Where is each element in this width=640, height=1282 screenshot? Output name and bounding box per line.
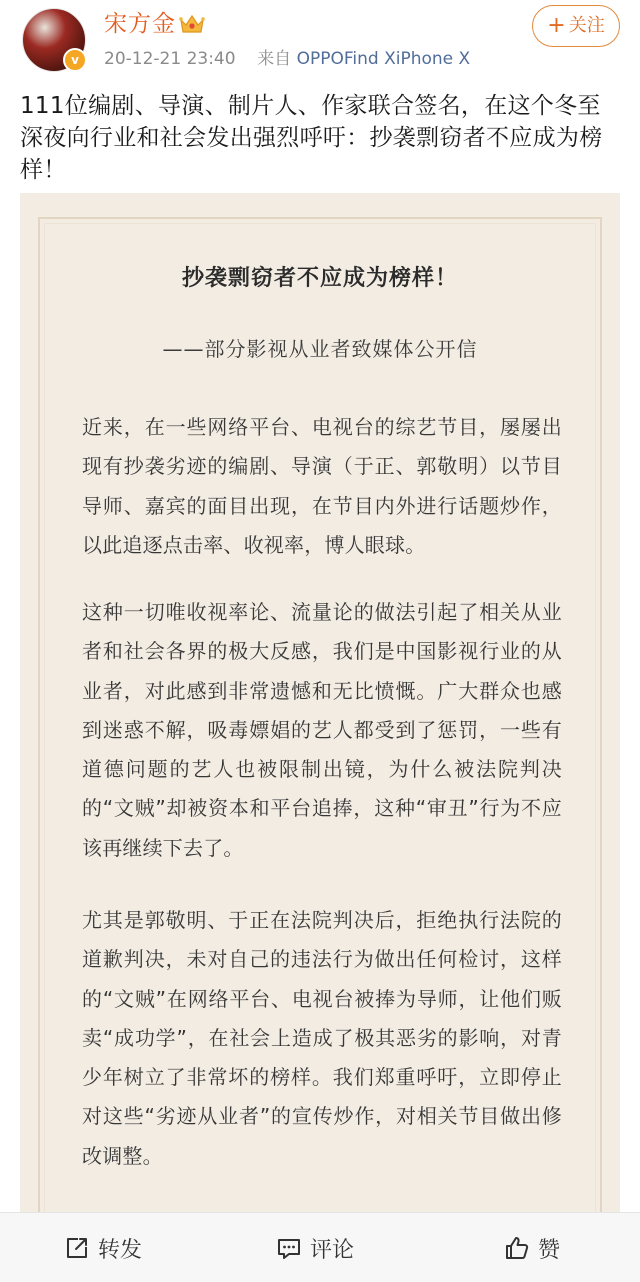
follow-label: 关注 [568,15,605,36]
post-timestamp: 20-12-21 23:40 [104,49,236,69]
action-bar [0,1212,640,1282]
plus-icon: + [547,13,566,38]
letter-paragraph: 这种一切唯收视率论、流量论的做法引起了相关从业者和社会各界的极大反感，我们是中国影视行业的从业者，对此感到非常遗憾和无比愤慨。广大群众也感到迷惑不解，吸毒嫖娼的艺人都受到了惩罚，一些有道德问题的艺人也被限制出镜，为什么被法院判决的“文贼”却被资本和平台追捧，这种“审丑”行为不应该再继续下去了。 [82,600,562,860]
like-label: 赞 [538,1237,561,1263]
comment-button[interactable] [276,1213,354,1282]
letter-title: 抄袭剽窃者不应成为榜样！ [181,266,458,291]
crown-icon [178,13,206,35]
letter-paragraph: 近来，在一些网络平台、电视台的综艺节目，屡屡出现有抄袭劣迹的编剧、导演（于正、郭敬明）以节目导师、嘉宾的面目出现，在节目内外进行话题炒作，以此追逐点击率、收视率，博人眼球。 [82,415,562,557]
repost-label: 转发 [98,1237,143,1263]
like-icon [504,1235,530,1261]
repost-button[interactable] [64,1213,142,1282]
post-image-letter[interactable] [20,193,620,1213]
letter-paragraph: 尤其是郭敬明、于正在法院判决后，拒绝执行法院的道歉判决，未对自己的违法行为做出任何检讨，这样的“文贼”在网络平台、电视台被捧为导师，让他们贩卖“成功学”，在社会上造成了极其恶劣的影响，对青少年树立了非常坏的榜样。我们郑重呼吁，立即停止对这些“劣迹从业者”的宣传炒作，对相关节目做出修改调整。 [82,908,562,1168]
repost-icon [64,1235,90,1261]
post-meta [104,47,470,71]
author-name[interactable]: 宋方金 [104,11,176,37]
letter-subtitle: ——部分影视从业者致媒体公开信 [162,337,478,361]
follow-button[interactable] [532,5,620,47]
post-text: 111位编剧、导演、制片人、作家联合签名，在这个冬至深夜向行业和社会发出强烈呼吁：抄袭剽窃者不应成为榜样！ [20,93,603,183]
verified-badge-icon: v [63,48,87,72]
comment-icon [276,1235,302,1261]
source-prefix: 来自 [257,49,292,69]
post-source-link[interactable]: OPPOFind XiPhone X [296,49,471,69]
like-button[interactable] [504,1213,560,1282]
comment-label: 评论 [310,1237,355,1263]
